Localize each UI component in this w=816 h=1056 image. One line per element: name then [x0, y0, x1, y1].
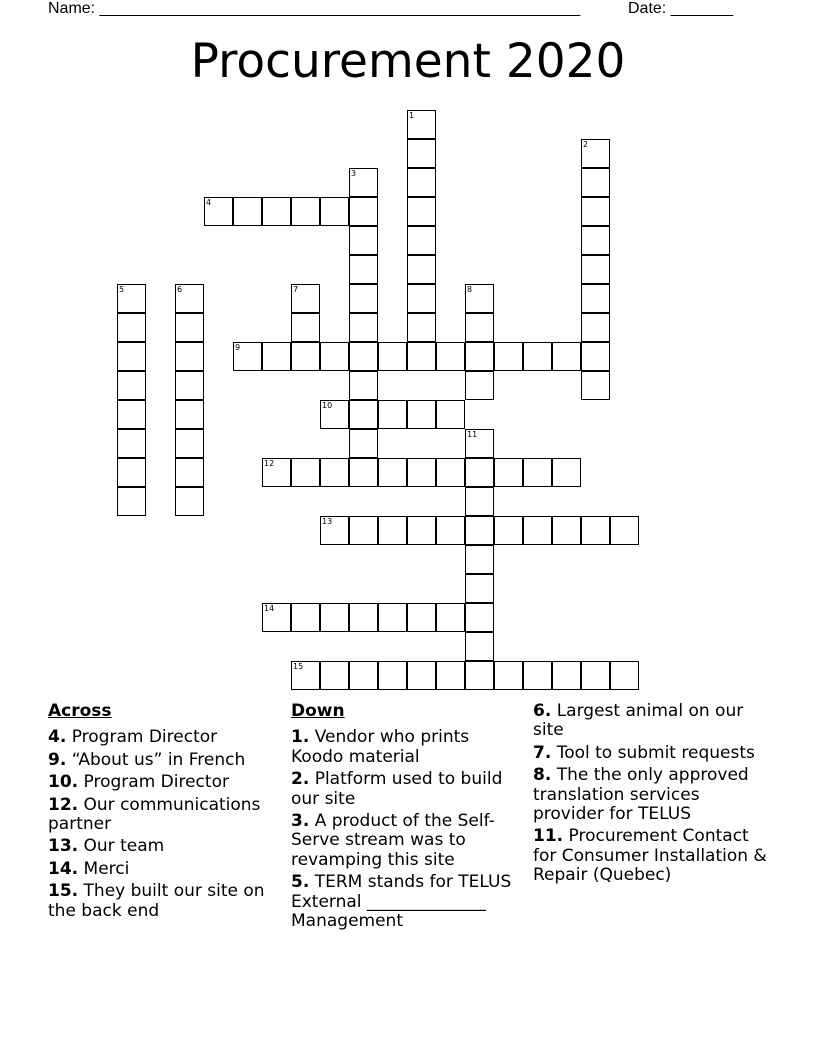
grid-cell[interactable]	[291, 284, 320, 313]
grid-cell[interactable]	[349, 342, 378, 371]
clue-number-label: 13	[322, 517, 333, 526]
grid-cell[interactable]	[552, 458, 581, 487]
grid-cell[interactable]	[349, 168, 378, 197]
clue-number-label: 5	[119, 285, 125, 294]
clue-text: Program Director	[83, 772, 229, 793]
grid-cell[interactable]	[494, 342, 523, 371]
grid-cell[interactable]	[117, 313, 146, 342]
grid-cell[interactable]	[349, 226, 378, 255]
clue-number-label: 10	[322, 401, 333, 410]
grid-cell[interactable]	[320, 603, 349, 632]
grid-cell[interactable]	[523, 342, 552, 371]
clue-text: Procurement Contact for Consumer Installation & Repair (Quebec)	[533, 826, 767, 886]
grid-cell[interactable]	[233, 342, 262, 371]
clue-number-label: 12	[264, 459, 275, 468]
grid-cell[interactable]	[117, 342, 146, 371]
grid-cell[interactable]	[436, 458, 465, 487]
clue-down-11	[533, 827, 773, 885]
grid-cell[interactable]	[378, 342, 407, 371]
grid-cell[interactable]	[581, 139, 610, 168]
grid-cell[interactable]	[204, 197, 233, 226]
grid-cell[interactable]	[581, 255, 610, 284]
clue-text: Tool to submit requests	[556, 742, 755, 763]
grid-cell[interactable]	[465, 429, 494, 458]
clue-number-label: 14	[264, 604, 275, 613]
grid-cell[interactable]	[581, 313, 610, 342]
grid-cell[interactable]	[465, 284, 494, 313]
clue-text: Our communications partner	[48, 794, 261, 835]
grid-cell[interactable]	[320, 400, 349, 429]
down-clues-continued	[533, 702, 773, 889]
clue-number: 13.	[48, 836, 79, 857]
clue-text: TERM stands for TELUS External ______________ Management	[291, 872, 512, 932]
grid-cell[interactable]	[465, 545, 494, 574]
grid-cell[interactable]	[552, 661, 581, 690]
clue-number: 1.	[291, 727, 310, 748]
grid-cell[interactable]	[117, 458, 146, 487]
clue-down-7	[533, 744, 773, 763]
grid-cell[interactable]	[262, 458, 291, 487]
grid-cell[interactable]	[117, 400, 146, 429]
grid-cell[interactable]	[349, 400, 378, 429]
grid-cell[interactable]	[523, 516, 552, 545]
grid-cell[interactable]	[349, 197, 378, 226]
grid-cell[interactable]	[262, 197, 291, 226]
grid-cell[interactable]	[407, 226, 436, 255]
grid-cell[interactable]	[407, 284, 436, 313]
grid-cell[interactable]	[349, 603, 378, 632]
grid-cell[interactable]	[465, 661, 494, 690]
clue-down-5	[291, 873, 523, 931]
grid-cell[interactable]	[349, 284, 378, 313]
grid-cell[interactable]	[523, 458, 552, 487]
clue-text: Platform used to build our site	[291, 769, 503, 809]
clue-text: Our team	[83, 836, 165, 857]
grid-cell[interactable]	[175, 458, 204, 487]
grid-cell[interactable]	[320, 458, 349, 487]
clue-down-6	[533, 702, 773, 741]
grid-cell[interactable]	[291, 197, 320, 226]
clue-number-label: 6	[177, 285, 183, 294]
clue-number-label: 3	[351, 169, 357, 178]
grid-cell[interactable]	[117, 429, 146, 458]
date-field: Date: _______	[628, 0, 733, 17]
grid-cell[interactable]	[465, 313, 494, 342]
clue-across-4	[48, 728, 278, 747]
grid-cell[interactable]	[465, 516, 494, 545]
grid-cell[interactable]	[262, 342, 291, 371]
grid-cell[interactable]	[407, 661, 436, 690]
clue-number: 10.	[48, 772, 79, 793]
grid-cell[interactable]	[407, 313, 436, 342]
grid-cell[interactable]	[291, 603, 320, 632]
clue-number: 11.	[533, 826, 564, 847]
clue-number: 7.	[533, 742, 552, 763]
clue-number: 9.	[48, 749, 67, 770]
grid-cell[interactable]	[320, 516, 349, 545]
grid-cell[interactable]	[349, 429, 378, 458]
clue-down-8	[533, 766, 773, 824]
clue-text: A product of the Self-Serve stream was to revamping this site	[291, 811, 495, 870]
grid-cell[interactable]	[610, 661, 639, 690]
grid-cell[interactable]	[175, 371, 204, 400]
grid-cell[interactable]	[407, 603, 436, 632]
clue-number: 14.	[48, 858, 79, 879]
grid-cell[interactable]	[465, 458, 494, 487]
grid-cell[interactable]	[378, 516, 407, 545]
clue-number-label: 15	[293, 662, 304, 671]
grid-cell[interactable]	[407, 139, 436, 168]
grid-cell[interactable]	[320, 342, 349, 371]
clue-across-15	[48, 882, 278, 921]
grid-cell[interactable]	[291, 313, 320, 342]
grid-cell[interactable]	[436, 342, 465, 371]
grid-cell[interactable]	[465, 632, 494, 661]
clue-number-label: 9	[235, 343, 241, 352]
grid-cell[interactable]	[291, 661, 320, 690]
grid-cell[interactable]	[552, 342, 581, 371]
clue-text: Merci	[83, 858, 130, 879]
grid-cell[interactable]	[233, 197, 262, 226]
down-clues	[291, 702, 523, 934]
down-heading: Down	[291, 701, 345, 721]
clue-number: 3.	[291, 811, 310, 832]
grid-cell[interactable]	[117, 284, 146, 313]
puzzle-title: Procurement 2020	[190, 34, 626, 89]
grid-cell[interactable]	[175, 313, 204, 342]
grid-cell[interactable]	[320, 661, 349, 690]
grid-cell[interactable]	[436, 603, 465, 632]
grid-cell[interactable]	[465, 574, 494, 603]
grid-cell[interactable]	[581, 371, 610, 400]
clue-number: 4.	[48, 727, 67, 748]
grid-cell[interactable]	[407, 197, 436, 226]
grid-cell[interactable]	[175, 342, 204, 371]
grid-cell[interactable]	[523, 661, 552, 690]
clue-text: Largest animal on our site	[533, 701, 744, 741]
clue-number: 15.	[48, 881, 79, 902]
grid-cell[interactable]	[407, 110, 436, 139]
clue-number: 2.	[291, 769, 310, 790]
grid-cell[interactable]	[407, 342, 436, 371]
grid-cell[interactable]	[407, 458, 436, 487]
grid-cell[interactable]	[291, 342, 320, 371]
across-heading: Across	[48, 701, 112, 721]
grid-cell[interactable]	[320, 197, 349, 226]
clue-down-1	[291, 728, 523, 767]
clue-number: 12.	[48, 794, 79, 815]
clue-number-label: 8	[467, 285, 473, 294]
grid-cell[interactable]	[581, 342, 610, 371]
grid-cell[interactable]	[175, 429, 204, 458]
clue-down-3	[291, 812, 523, 870]
clue-down-2	[291, 770, 523, 809]
clue-number: 5.	[291, 872, 310, 893]
grid-cell[interactable]	[436, 516, 465, 545]
grid-cell[interactable]	[262, 603, 291, 632]
grid-cell[interactable]	[407, 516, 436, 545]
grid-cell[interactable]	[494, 458, 523, 487]
clue-across-12	[48, 796, 278, 835]
grid-cell[interactable]	[349, 458, 378, 487]
grid-cell[interactable]	[175, 487, 204, 516]
grid-cell[interactable]	[175, 400, 204, 429]
clue-number: 8.	[533, 765, 552, 786]
grid-cell[interactable]	[465, 342, 494, 371]
grid-cell[interactable]	[494, 516, 523, 545]
grid-cell[interactable]	[581, 226, 610, 255]
grid-cell[interactable]	[175, 284, 204, 313]
grid-cell[interactable]	[378, 400, 407, 429]
clue-text: “About us” in French	[71, 749, 246, 770]
grid-cell[interactable]	[349, 516, 378, 545]
clue-text: Vendor who prints Koodo material	[291, 727, 470, 767]
clue-number-label: 7	[293, 285, 299, 294]
grid-cell[interactable]	[378, 458, 407, 487]
grid-cell[interactable]	[291, 458, 320, 487]
grid-cell[interactable]	[581, 516, 610, 545]
clue-text: The the only approved translation services provider for TELUS	[533, 765, 749, 825]
name-field: Name: ______________________________________________________	[48, 0, 581, 17]
grid-cell[interactable]	[465, 603, 494, 632]
clue-across-9	[48, 751, 278, 770]
grid-cell[interactable]	[349, 255, 378, 284]
grid-cell[interactable]	[117, 371, 146, 400]
clue-number: 6.	[533, 701, 552, 721]
grid-cell[interactable]	[465, 371, 494, 400]
grid-cell[interactable]	[581, 284, 610, 313]
grid-cell[interactable]	[581, 661, 610, 690]
clue-across-10	[48, 773, 278, 792]
grid-cell[interactable]	[436, 400, 465, 429]
grid-cell[interactable]	[407, 255, 436, 284]
grid-cell[interactable]	[494, 661, 523, 690]
clue-across-13	[48, 837, 278, 856]
grid-cell[interactable]	[378, 661, 407, 690]
grid-cell[interactable]	[552, 516, 581, 545]
grid-cell[interactable]	[378, 603, 407, 632]
clue-across-14	[48, 860, 278, 879]
grid-cell[interactable]	[349, 661, 378, 690]
clue-number-label: 2	[583, 140, 589, 149]
grid-cell[interactable]	[349, 313, 378, 342]
across-clues	[48, 702, 278, 924]
clue-number-label: 4	[206, 198, 212, 207]
grid-cell[interactable]	[610, 516, 639, 545]
grid-cell[interactable]	[407, 400, 436, 429]
clue-number-label: 11	[467, 430, 478, 439]
grid-cell[interactable]	[349, 371, 378, 400]
grid-cell[interactable]	[581, 168, 610, 197]
clue-text: They built our site on the back end	[48, 881, 265, 921]
clue-number-label: 1	[409, 111, 415, 120]
grid-cell[interactable]	[581, 197, 610, 226]
grid-cell[interactable]	[407, 168, 436, 197]
clue-text: Program Director	[71, 727, 218, 748]
grid-cell[interactable]	[117, 487, 146, 516]
grid-cell[interactable]	[436, 661, 465, 690]
grid-cell[interactable]	[465, 487, 494, 516]
